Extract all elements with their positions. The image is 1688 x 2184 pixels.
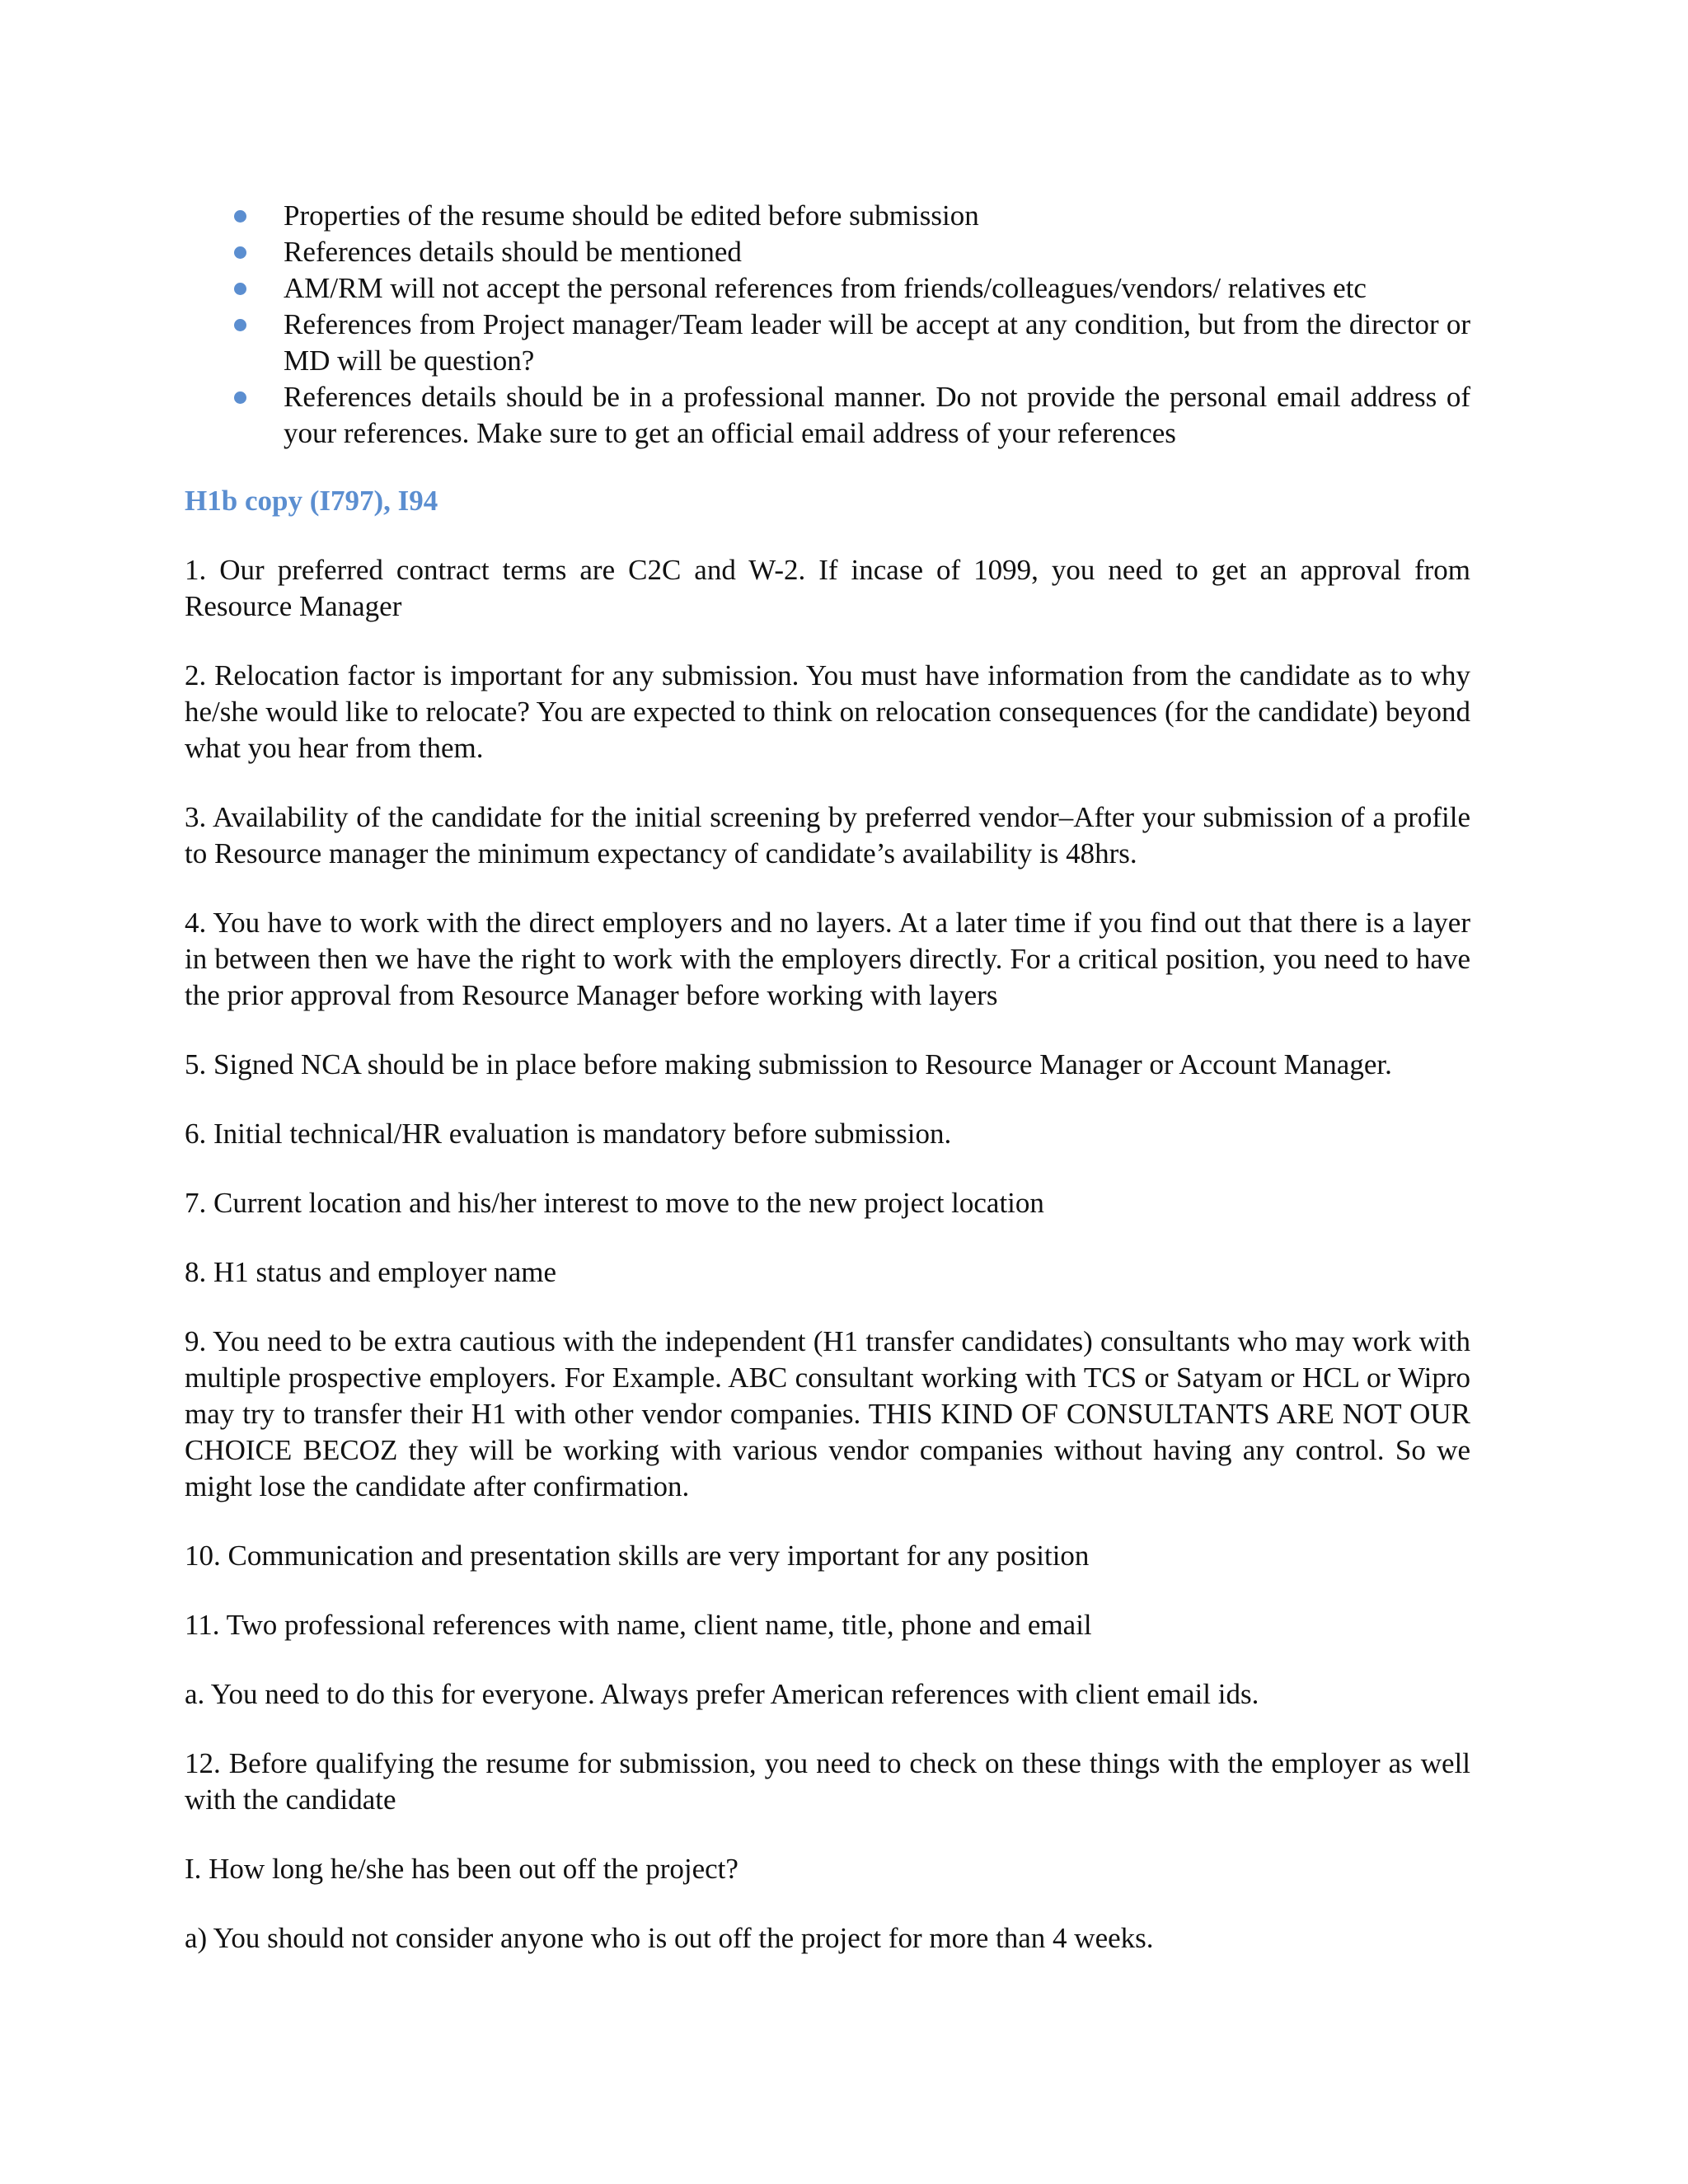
paragraph-5: 5. Signed NCA should be in place before making submission to Resource Manager or Account Manager.: [185, 1048, 1392, 1080]
list-item: [185, 379, 1470, 452]
bullet-icon: [234, 391, 246, 404]
section-heading: H1b copy (I797), I94: [185, 485, 438, 517]
paragraph-12-i-a: a) You should not consider anyone who is out off the project for more than 4 weeks.: [185, 1922, 1154, 1954]
bullet-icon: [234, 246, 246, 259]
paragraph-11: 11. Two professional references with name, client name, title, phone and email: [185, 1609, 1092, 1641]
paragraph-2: 2. Relocation factor is important for any submission. You must have information from the candidate as to why he/she would like to relocate? You are expected to think on relocation consequences (for the candidate) beyond what you hear from them.: [185, 659, 1470, 764]
paragraph-4: 4. You have to work with the direct employers and no layers. At a later time if you find out that there is a layer in between then we have the right to work with the employers directly. For a critical position, you need to have the prior approval from Resource Manager before working with layers: [185, 907, 1470, 1011]
bullet-icon: [234, 319, 246, 331]
paragraph-12-i: I. How long he/she has been out off the project?: [185, 1853, 738, 1885]
paragraph-6: 6. Initial technical/HR evaluation is mandatory before submission.: [185, 1118, 952, 1150]
bullet-list: [185, 198, 1470, 452]
bullet-text: References details should be mentioned: [284, 236, 742, 268]
paragraph-3: 3. Availability of the candidate for the initial screening by preferred vendor–After your submission of a profile to Resource manager the minimum expectancy of candidate’s availability is 48hrs.: [185, 801, 1470, 869]
paragraph-11a: a. You need to do this for everyone. Always prefer American references with client email ids.: [185, 1678, 1259, 1710]
paragraph-7: 7. Current location and his/her interest to move to the new project location: [185, 1187, 1044, 1219]
list-item: [185, 198, 1470, 234]
paragraph-12: 12. Before qualifying the resume for submission, you need to check on these things with the employer as well with the candidate: [185, 1747, 1470, 1816]
list-item: [185, 307, 1470, 379]
bullet-text: AM/RM will not accept the personal references from friends/colleagues/vendors/ relatives etc: [284, 272, 1367, 304]
paragraph-1: 1. Our preferred contract terms are C2C and W-2. If incase of 1099, you need to get an approval from Resource Manager: [185, 554, 1470, 622]
bullet-text: Properties of the resume should be edited before submission: [284, 199, 979, 232]
bullet-text: References from Project manager/Team leader will be accept at any condition, but from the director or MD will be question?: [284, 308, 1470, 377]
list-item: [185, 234, 1470, 270]
paragraph-8: 8. H1 status and employer name: [185, 1256, 557, 1288]
bullet-icon: [234, 283, 246, 295]
document-body: [185, 198, 1470, 1957]
paragraph-10: 10. Communication and presentation skills are very important for any position: [185, 1540, 1090, 1572]
bullet-text: References details should be in a professional manner. Do not provide the personal email address of your references. Make sure to get an official email address of your references: [284, 381, 1470, 449]
list-item: [185, 270, 1470, 307]
bullet-icon: [234, 210, 246, 223]
paragraph-9: 9. You need to be extra cautious with the independent (H1 transfer candidates) consultants who may work with multiple prospective employers. For Example. ABC consultant working with TCS or Satyam or HCL or Wipro may try to transfer their H1 with other vendor companies. THIS KIND OF CONSULTANTS ARE NOT OUR CHOICE BECOZ they will be working with various vendor companies without having any control. So we might lose the candidate after confirmation.: [185, 1325, 1470, 1502]
